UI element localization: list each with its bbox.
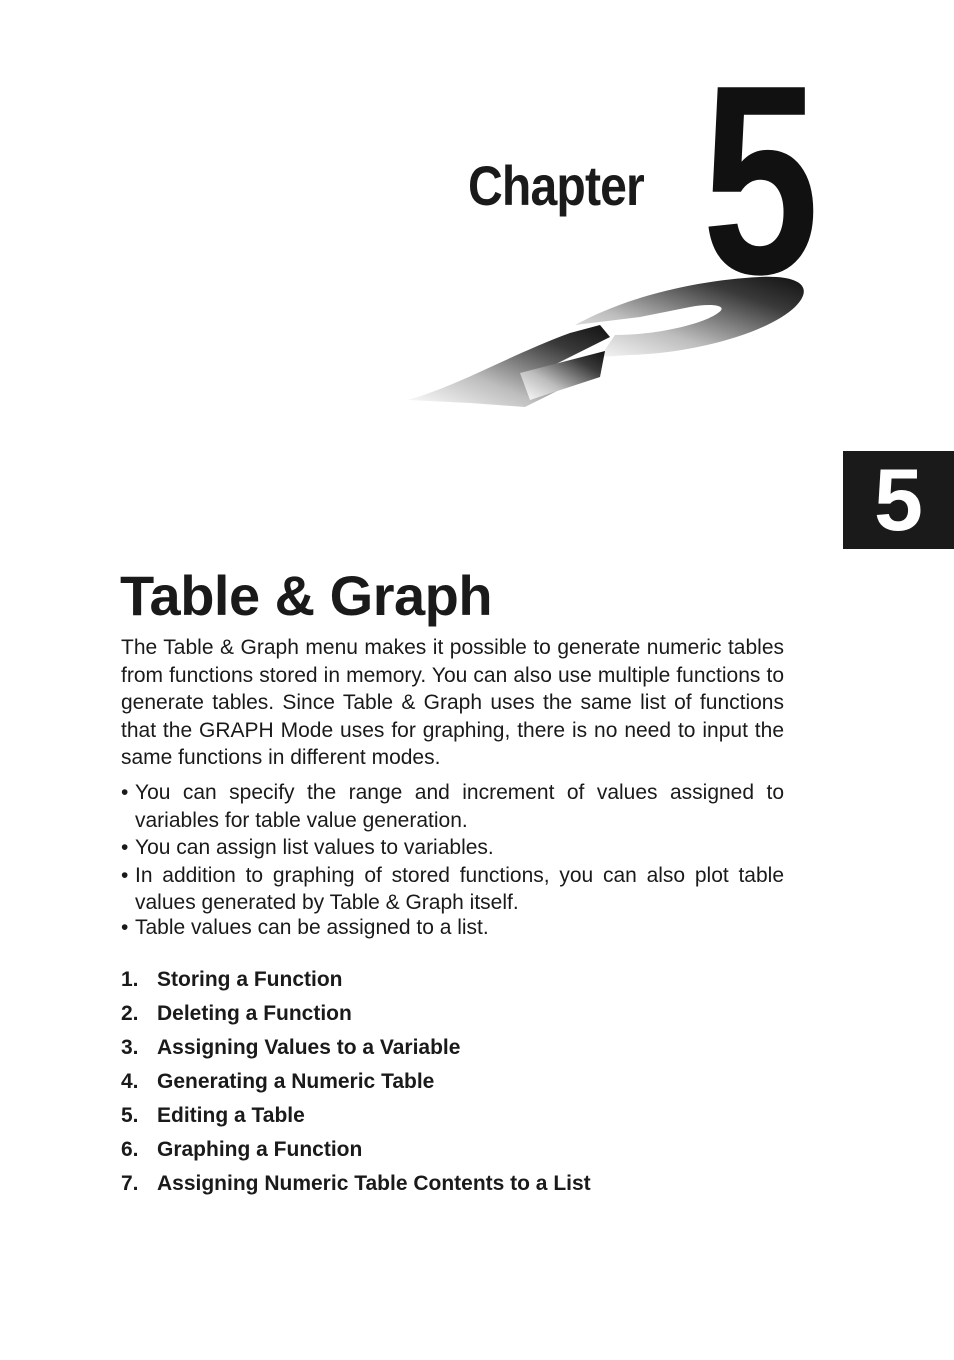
bullet-item <box>121 834 784 862</box>
toc-item <box>121 1167 591 1201</box>
page-title: Table & Graph <box>120 564 493 627</box>
bullet-text: You can specify the range and increment of values assigned to variables for table value generation. <box>135 781 784 832</box>
bullet-item <box>121 779 784 834</box>
bullet-icon: • <box>121 781 129 804</box>
chapter-tab-marker: 5 <box>843 451 954 549</box>
bullet-icon: • <box>121 915 129 939</box>
toc-label: Storing a Function <box>157 968 343 991</box>
bullet-icon: • <box>121 863 129 887</box>
toc-number: 3. <box>121 1036 139 1059</box>
toc-item <box>121 997 591 1031</box>
toc-number: 4. <box>121 1070 139 1093</box>
chapter-number-graphic <box>400 55 860 415</box>
toc-item <box>121 1133 591 1167</box>
table-of-contents <box>121 963 591 1201</box>
toc-label: Generating a Numeric Table <box>157 1070 435 1093</box>
toc-number: 1. <box>121 968 139 991</box>
bullet-icon: • <box>121 836 129 860</box>
bullet-text: In addition to graphing of stored functions, you can also plot table values generated by Table & Graph itself. <box>135 863 784 915</box>
toc-item <box>121 963 591 997</box>
toc-item <box>121 1065 591 1099</box>
toc-label: Graphing a Function <box>157 1138 363 1161</box>
bullet-item <box>121 862 784 917</box>
bullet-item <box>121 914 784 942</box>
toc-number: 6. <box>121 1138 139 1161</box>
toc-label: Assigning Values to a Variable <box>157 1036 461 1059</box>
toc-label: Deleting a Function <box>157 1002 352 1025</box>
chapter-label: Chapter <box>468 154 644 217</box>
bullet-text: Table values can be assigned to a list. <box>135 915 489 939</box>
feature-bullet-list <box>121 779 784 942</box>
bullet-text: You can assign list values to variables. <box>135 836 494 860</box>
toc-number: 7. <box>121 1172 139 1195</box>
intro-paragraph: The Table & Graph menu makes it possible to generate numeric tables from functions stored in memory. You can also use multiple functions to generate tables. Since Table & Graph uses the same list of functions that the GRAPH Mode uses for graphing, there is no need to input the same functions in different modes. <box>121 636 784 770</box>
chapter-number: 5 <box>702 55 820 331</box>
toc-number: 5. <box>121 1104 139 1127</box>
toc-number: 2. <box>121 1002 139 1025</box>
toc-label: Editing a Table <box>157 1104 305 1127</box>
toc-label: Assigning Numeric Table Contents to a List <box>157 1172 591 1195</box>
toc-item <box>121 1031 591 1065</box>
toc-item <box>121 1099 591 1133</box>
